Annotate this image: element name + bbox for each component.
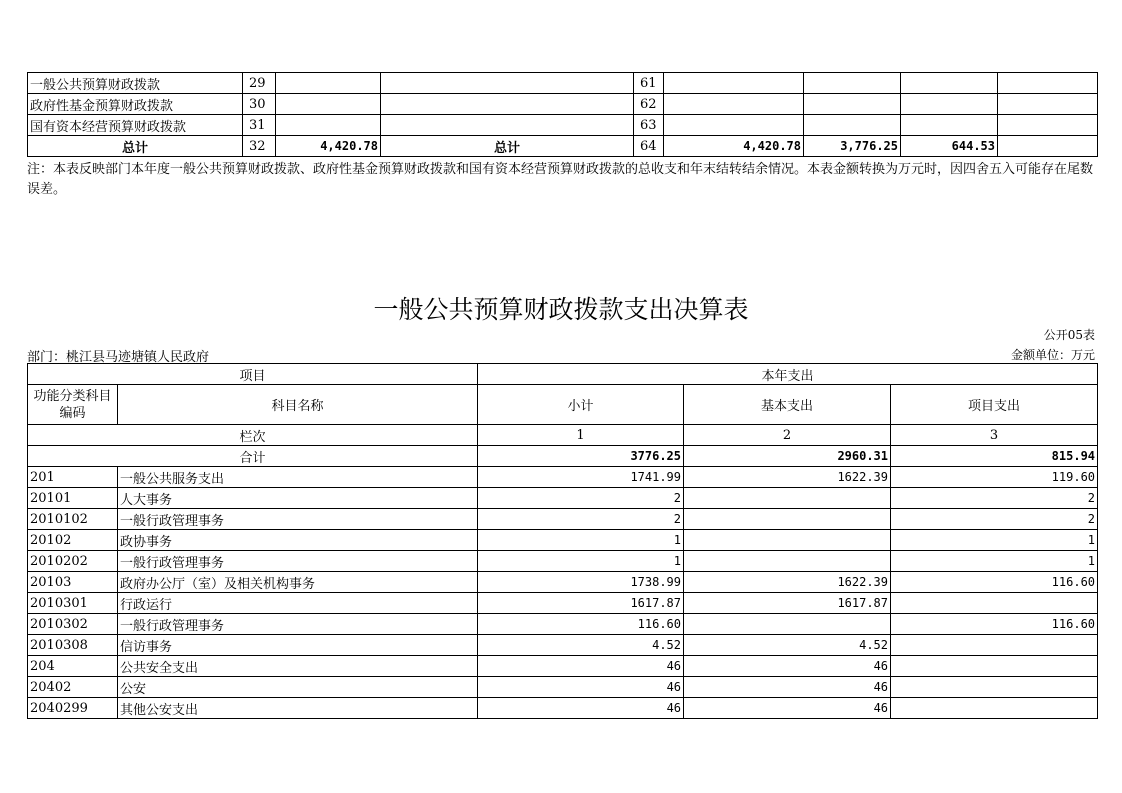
column-index-2: 2 xyxy=(684,425,891,446)
row-code: 204 xyxy=(28,656,118,677)
header-subtotal: 小计 xyxy=(478,385,684,425)
summary-col-3 xyxy=(901,94,998,115)
header-row-2 xyxy=(28,385,1098,425)
row-name: 一般行政管理事务 xyxy=(118,614,478,635)
summary-amount xyxy=(276,115,381,136)
row-subtotal: 46 xyxy=(478,677,684,698)
row-basic xyxy=(684,488,891,509)
row-basic: 1622.39 xyxy=(684,572,891,593)
row-subtotal: 46 xyxy=(478,656,684,677)
row-code: 2010302 xyxy=(28,614,118,635)
row-basic: 46 xyxy=(684,656,891,677)
total-label: 合计 xyxy=(28,446,478,467)
summary-label: 政府性基金预算财政拨款 xyxy=(28,94,243,115)
row-subtotal: 1738.99 xyxy=(478,572,684,593)
table-row xyxy=(28,488,1098,509)
total-project: 815.94 xyxy=(891,446,1098,467)
row-basic: 46 xyxy=(684,698,891,719)
form-number: 公开05表 xyxy=(1043,328,1095,342)
summary-amount xyxy=(276,73,381,94)
row-name: 行政运行 xyxy=(118,593,478,614)
summary-col-1 xyxy=(664,73,804,94)
summary-empty-cell xyxy=(998,115,1098,136)
row-name: 其他公安支出 xyxy=(118,698,478,719)
summary-empty-cell xyxy=(998,94,1098,115)
row-project: 1 xyxy=(891,551,1098,572)
row-subtotal: 4.52 xyxy=(478,635,684,656)
column-index-3: 3 xyxy=(891,425,1098,446)
summary-right-line: 63 xyxy=(634,115,664,136)
summary-line: 30 xyxy=(243,94,276,115)
row-project xyxy=(891,698,1098,719)
column-index-row xyxy=(28,425,1098,446)
summary-empty-cell xyxy=(998,136,1098,157)
page-title: 一般公共预算财政拨款支出决算表 xyxy=(373,295,749,324)
row-code: 2010202 xyxy=(28,551,118,572)
summary-col-2 xyxy=(804,115,901,136)
summary-right-label xyxy=(381,94,634,115)
summary-label: 总计 xyxy=(28,136,243,157)
summary-table-body xyxy=(28,73,1098,157)
summary-right-line: 61 xyxy=(634,73,664,94)
row-code: 20103 xyxy=(28,572,118,593)
summary-col-2: 3,776.25 xyxy=(804,136,901,157)
header-year-expenditure: 本年支出 xyxy=(478,364,1098,385)
summary-col-3 xyxy=(901,73,998,94)
summary-col-3: 644.53 xyxy=(901,136,998,157)
summary-row xyxy=(28,94,1098,115)
summary-col-2 xyxy=(804,94,901,115)
row-project xyxy=(891,635,1098,656)
table-row xyxy=(28,509,1098,530)
row-subtotal: 2 xyxy=(478,509,684,530)
table-row xyxy=(28,467,1098,488)
row-name: 一般行政管理事务 xyxy=(118,551,478,572)
row-project: 2 xyxy=(891,509,1098,530)
row-name: 政府办公厅（室）及相关机构事务 xyxy=(118,572,478,593)
summary-col-1 xyxy=(664,94,804,115)
table-row xyxy=(28,698,1098,719)
row-name: 一般公共服务支出 xyxy=(118,467,478,488)
row-code: 2010308 xyxy=(28,635,118,656)
row-subtotal: 116.60 xyxy=(478,614,684,635)
row-subtotal: 1 xyxy=(478,551,684,572)
row-basic: 46 xyxy=(684,677,891,698)
summary-col-1 xyxy=(664,115,804,136)
expenditure-table xyxy=(27,363,1098,719)
summary-right-label xyxy=(381,115,634,136)
header-project: 项目支出 xyxy=(891,385,1098,425)
summary-table xyxy=(27,72,1098,157)
row-basic: 1617.87 xyxy=(684,593,891,614)
header-name: 科目名称 xyxy=(118,385,478,425)
row-project xyxy=(891,593,1098,614)
expenditure-table-body xyxy=(28,364,1098,719)
row-basic xyxy=(684,509,891,530)
header-code: 功能分类科目编码 xyxy=(28,385,118,425)
summary-right-label xyxy=(381,73,634,94)
summary-line: 32 xyxy=(243,136,276,157)
table-row xyxy=(28,656,1098,677)
total-row xyxy=(28,446,1098,467)
summary-amount: 4,420.78 xyxy=(276,136,381,157)
row-code: 2040299 xyxy=(28,698,118,719)
row-basic: 4.52 xyxy=(684,635,891,656)
row-basic xyxy=(684,551,891,572)
table-row xyxy=(28,677,1098,698)
summary-row xyxy=(28,115,1098,136)
row-name: 公安 xyxy=(118,677,478,698)
summary-row xyxy=(28,136,1098,157)
row-basic xyxy=(684,530,891,551)
row-project: 2 xyxy=(891,488,1098,509)
row-subtotal: 1741.99 xyxy=(478,467,684,488)
summary-line: 31 xyxy=(243,115,276,136)
total-subtotal: 3776.25 xyxy=(478,446,684,467)
row-name: 信访事务 xyxy=(118,635,478,656)
summary-col-2 xyxy=(804,73,901,94)
header-basic: 基本支出 xyxy=(684,385,891,425)
summary-row xyxy=(28,73,1098,94)
row-code: 20102 xyxy=(28,530,118,551)
table-row xyxy=(28,593,1098,614)
header-item: 项目 xyxy=(28,364,478,385)
row-basic: 1622.39 xyxy=(684,467,891,488)
row-name: 一般行政管理事务 xyxy=(118,509,478,530)
row-code: 201 xyxy=(28,467,118,488)
summary-amount xyxy=(276,94,381,115)
table-row xyxy=(28,530,1098,551)
total-basic: 2960.31 xyxy=(684,446,891,467)
table-row xyxy=(28,572,1098,593)
column-index-label: 栏次 xyxy=(28,425,478,446)
row-subtotal: 2 xyxy=(478,488,684,509)
row-code: 2010102 xyxy=(28,509,118,530)
row-name: 人大事务 xyxy=(118,488,478,509)
row-subtotal: 46 xyxy=(478,698,684,719)
summary-right-line: 64 xyxy=(634,136,664,157)
summary-label: 一般公共预算财政拨款 xyxy=(28,73,243,94)
summary-right-label: 总计 xyxy=(381,136,634,157)
summary-col-3 xyxy=(901,115,998,136)
summary-empty-cell xyxy=(998,73,1098,94)
column-index-1: 1 xyxy=(478,425,684,446)
summary-line: 29 xyxy=(243,73,276,94)
row-project: 1 xyxy=(891,530,1098,551)
summary-right-line: 62 xyxy=(634,94,664,115)
row-project: 116.60 xyxy=(891,614,1098,635)
row-subtotal: 1 xyxy=(478,530,684,551)
table-row xyxy=(28,614,1098,635)
department-label: 部门：桃江县马迹塘镇人民政府 xyxy=(27,350,210,365)
row-code: 2010301 xyxy=(28,593,118,614)
unit-label: 金额单位：万元 xyxy=(1010,348,1095,362)
row-project xyxy=(891,656,1098,677)
header-row-1 xyxy=(28,364,1098,385)
row-code: 20402 xyxy=(28,677,118,698)
table-row xyxy=(28,635,1098,656)
row-project xyxy=(891,677,1098,698)
row-name: 政协事务 xyxy=(118,530,478,551)
row-basic xyxy=(684,614,891,635)
row-subtotal: 1617.87 xyxy=(478,593,684,614)
table-note: 注：本表反映部门本年度一般公共预算财政拨款、政府性基金预算财政拨款和国有资本经营预算财政拨款的总收支和年末结转结余情况。本表金额转换为万元时，因四舍五入可能存在尾数误差。 xyxy=(27,162,1094,197)
row-name: 公共安全支出 xyxy=(118,656,478,677)
row-code: 20101 xyxy=(28,488,118,509)
row-project: 119.60 xyxy=(891,467,1098,488)
row-project: 116.60 xyxy=(891,572,1098,593)
summary-col-1: 4,420.78 xyxy=(664,136,804,157)
summary-label: 国有资本经营预算财政拨款 xyxy=(28,115,243,136)
table-row xyxy=(28,551,1098,572)
